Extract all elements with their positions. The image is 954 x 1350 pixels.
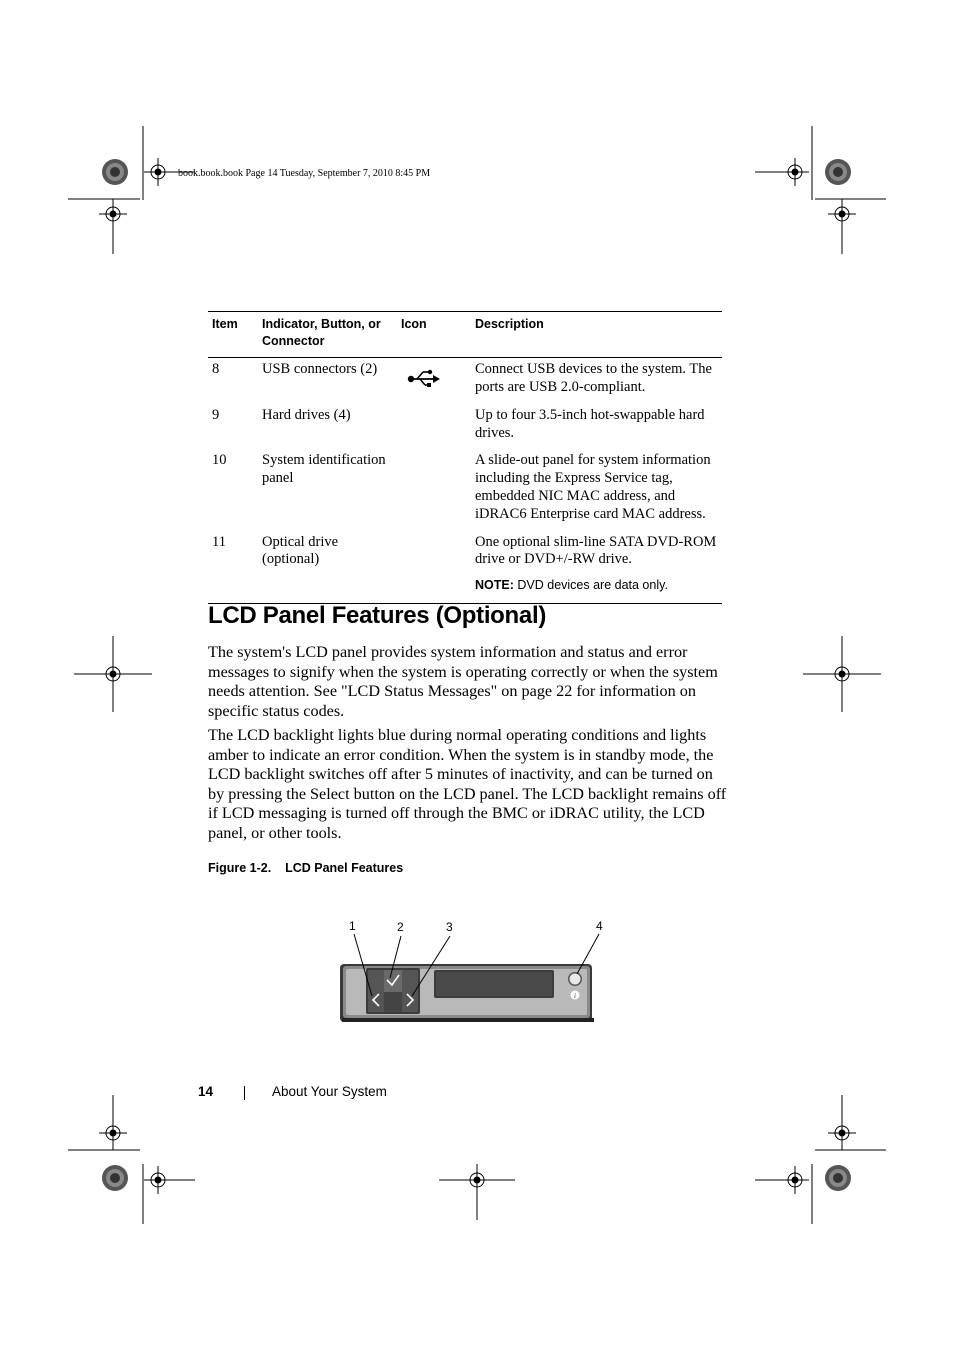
row-description: A slide-out panel for system information including the Express Service tag, embedded NIC MAC address, and iDRAC6 Enterprise card MAC address. — [475, 452, 711, 522]
row-item: 8 — [212, 361, 220, 377]
footer-divider — [244, 1086, 245, 1100]
figure-caption: Figure 1-2. LCD Panel Features — [208, 861, 404, 875]
callout-3: 3 — [446, 920, 453, 934]
header-icon: Icon — [397, 312, 471, 358]
header-item: Item — [208, 312, 258, 358]
header-description: Description — [471, 312, 722, 358]
note-text: DVD devices are data only. — [517, 578, 668, 593]
table-header-row — [208, 312, 722, 358]
print-slug-line: book.book.book Page 14 Tuesday, September 7, 2010 8:45 PM — [178, 168, 431, 179]
table-row — [208, 450, 722, 531]
row-description-cell — [471, 532, 722, 604]
row-name: System identification panel — [262, 452, 386, 487]
row-name: Hard drives (4) — [262, 406, 351, 423]
page-number: 14 — [198, 1084, 214, 1099]
row-description: Up to four 3.5-inch hot-swappable hard drives. — [475, 406, 705, 441]
note — [475, 577, 718, 595]
row-icon — [397, 358, 471, 405]
row-icon — [397, 405, 471, 451]
footer-title: About Your System — [272, 1084, 387, 1099]
row-item: 9 — [212, 406, 220, 423]
row-icon — [397, 450, 471, 531]
usb-icon — [407, 367, 441, 391]
callout-1: 1 — [349, 919, 356, 933]
callout-4: 4 — [596, 919, 603, 933]
row-description: One optional slim-line SATA DVD-ROM drive or DVD+/-RW drive. — [475, 533, 717, 568]
table-row — [208, 532, 722, 604]
row-name: Optical drive (optional) — [258, 532, 397, 604]
table-row — [208, 358, 722, 405]
row-description: Connect USB devices to the system. The ports are USB 2.0-compliant. — [475, 361, 712, 395]
note-label: NOTE: — [475, 578, 514, 593]
features-table — [208, 311, 722, 604]
row-name: USB connectors (2) — [262, 361, 378, 377]
row-item: 11 — [208, 532, 258, 604]
header-indicator: Indicator, Button, or Connector — [258, 312, 397, 358]
table-row — [208, 405, 722, 451]
paragraph: The LCD backlight lights blue during normal operating conditions and lights amber to indicate an error condition. When the system is in standby mode, the LCD backlight switches off after 5 minutes of inactivity, and can be turned on by pressing the Select button on the LCD panel. The LCD backlight remains off if LCD messaging is turned off through the BMC or iDRAC utility, the LCD panel, or other tools. — [208, 726, 727, 842]
svg-text:i: i — [574, 992, 576, 1000]
lcd-panel-figure — [332, 912, 612, 1032]
section-title: LCD Panel Features (Optional) — [208, 602, 547, 629]
callout-2: 2 — [397, 920, 404, 934]
row-icon — [397, 532, 471, 604]
paragraph: The system's LCD panel provides system information and status and error messages to signify when the system is operating correctly or when the system needs attention. See "LCD Status Messages" on page 22 for information on specific status codes. — [208, 643, 718, 720]
row-item: 10 — [212, 452, 227, 469]
